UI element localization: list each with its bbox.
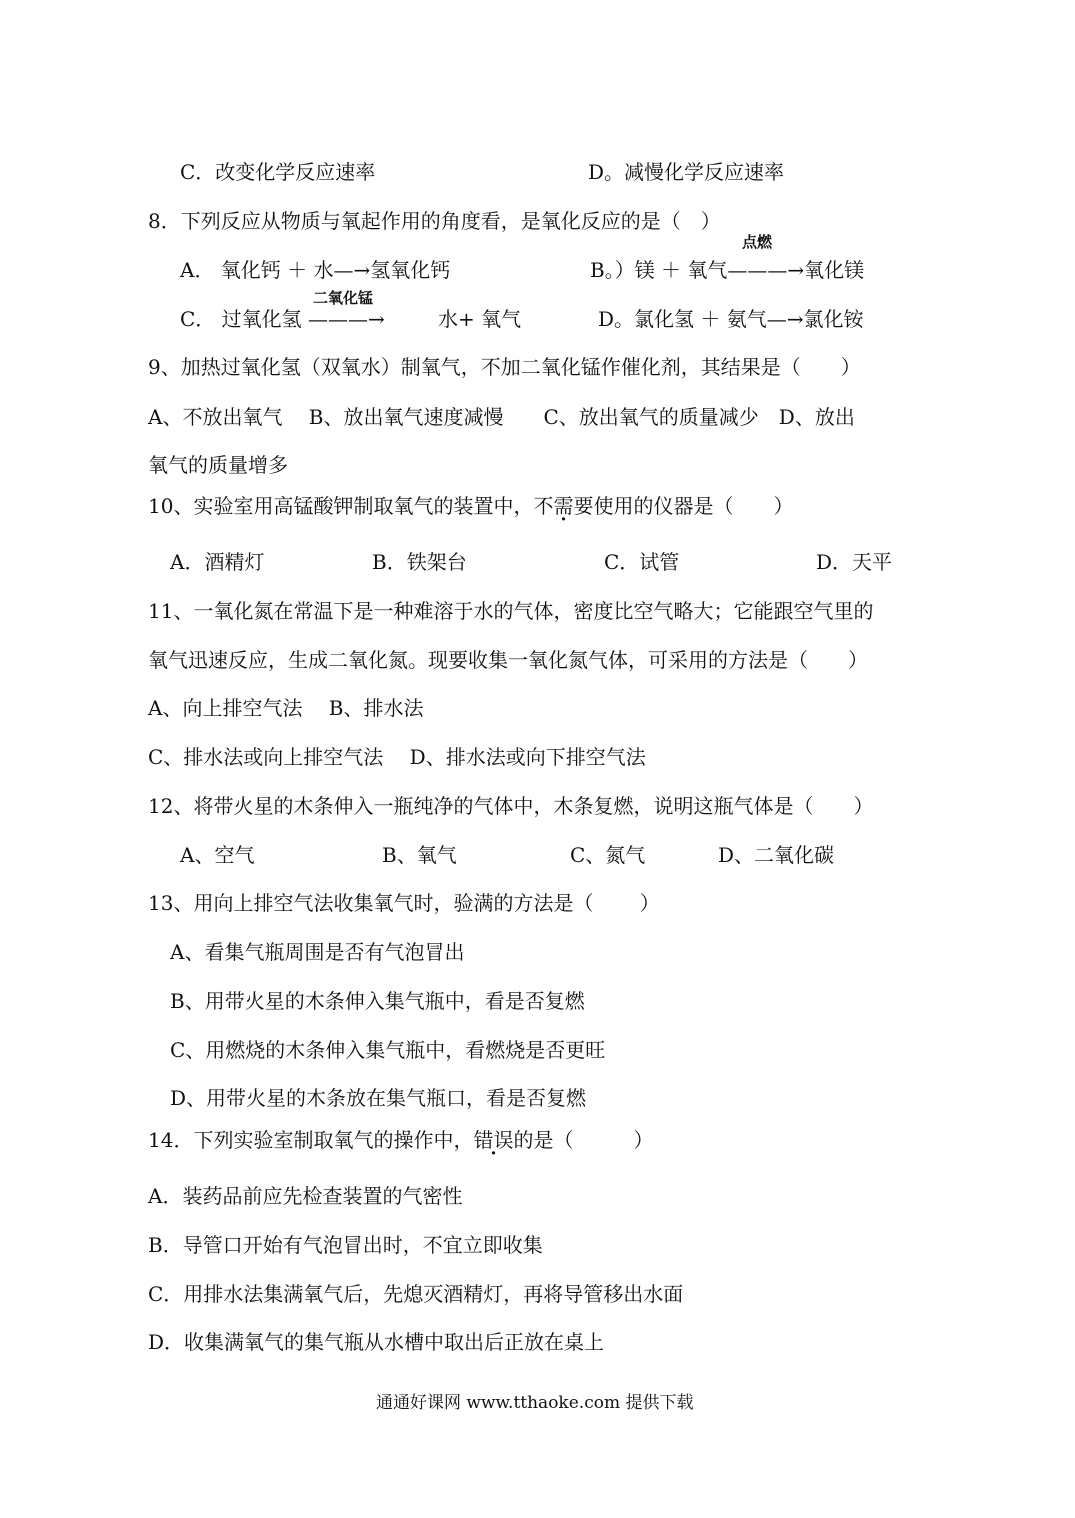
q10-stem: 10、实验室用高锰酸钾制取氧气的装置中，不需要使用的仪器是（ ）: [148, 494, 794, 518]
q9-options-cont: 氧气的质量增多: [148, 453, 288, 477]
q8-option-d: D。氯化氢 ＋ 氨气—→氯化铵: [598, 307, 864, 331]
q12-option-a: A、空气: [180, 843, 255, 867]
q13-option-a: A、看集气瓶周围是否有气泡冒出: [170, 940, 465, 964]
q12-option-c: C、氮气: [570, 843, 646, 867]
q9-options: A、不放出氧气 B、放出氧气速度减慢 C、放出氧气的质量减少 D、放出: [148, 405, 855, 429]
q8-option-c-left: C． 过氧化氢 ———→: [180, 307, 385, 331]
q8-condition-ignite: 点燃: [742, 233, 773, 251]
q12-option-b: B、氧气: [382, 843, 457, 867]
prev-option-d: D。减慢化学反应速率: [588, 160, 785, 184]
q10-option-b: B．铁架台: [372, 550, 467, 574]
q12-option-d: D、二氧化碳: [718, 843, 835, 867]
q10-option-c: C．试管: [604, 550, 680, 574]
q8-stem: 8．下列反应从物质与氧起作用的角度看，是氧化反应的是（ ）: [148, 209, 721, 233]
q14-option-a: A．装药品前应先检查装置的气密性: [148, 1184, 463, 1208]
q9-stem: 9、加热过氧化氢（双氧水）制氧气，不加二氧化锰作催化剂，其结果是（ ）: [148, 355, 861, 379]
q13-option-b: B、用带火星的木条伸入集气瓶中，看是否复燃: [170, 989, 585, 1013]
q13-stem: 13、用向上排空气法收集氧气时，验满的方法是（ ）: [148, 891, 660, 915]
page-footer: 通通好课网 www.tthaoke.com 提供下载: [376, 1393, 694, 1413]
q14-option-d: D．收集满氧气的集气瓶从水槽中取出后正放在桌上: [148, 1330, 605, 1354]
q10-emphasis: 不需要: [533, 494, 594, 518]
q8-condition-mno2: 二氧化锰: [313, 289, 374, 307]
q12-stem: 12、将带火星的木条伸入一瓶纯净的气体中，木条复燃，说明这瓶气体是（ ）: [148, 794, 874, 818]
q11-options-ab: A、向上排空气法 B、排水法: [148, 696, 424, 720]
q13-option-d: D、用带火星的木条放在集气瓶口，看是否复燃: [170, 1086, 587, 1110]
q13-option-c: C、用燃烧的木条伸入集气瓶中，看燃烧是否更旺: [170, 1038, 606, 1062]
q14-emphasis: 错误: [473, 1128, 514, 1152]
q14-option-b: B．导管口开始有气泡冒出时，不宜立即收集: [148, 1233, 543, 1257]
q8-option-a: A． 氧化钙 ＋ 水—→氢氧化钙: [180, 258, 451, 282]
q8-option-c-right: 水+ 氧气: [438, 307, 522, 331]
q11-stem-line1: 11、一氧化氮在常温下是一种难溶于水的气体，密度比空气略大；它能跟空气里的: [148, 599, 874, 623]
q14-option-c: C．用排水法集满氧气后，先熄灭酒精灯，再将导管移出水面: [148, 1282, 684, 1306]
q8-option-b: B。）镁 ＋ 氧气———→氧化镁: [590, 258, 865, 282]
q11-options-cd: C、排水法或向上排空气法 D、排水法或向下排空气法: [148, 745, 646, 769]
q10-option-d: D．天平: [816, 550, 893, 574]
q14-stem: 14．下列实验室制取氧气的操作中，错误的是（ ）: [148, 1128, 654, 1152]
q10-option-a: A．酒精灯: [170, 550, 265, 574]
prev-option-c: C．改变化学反应速率: [180, 160, 376, 184]
q11-stem-line2: 氧气迅速反应，生成二氧化氮。现要收集一氧化氮气体，可采用的方法是（ ）: [148, 648, 868, 672]
